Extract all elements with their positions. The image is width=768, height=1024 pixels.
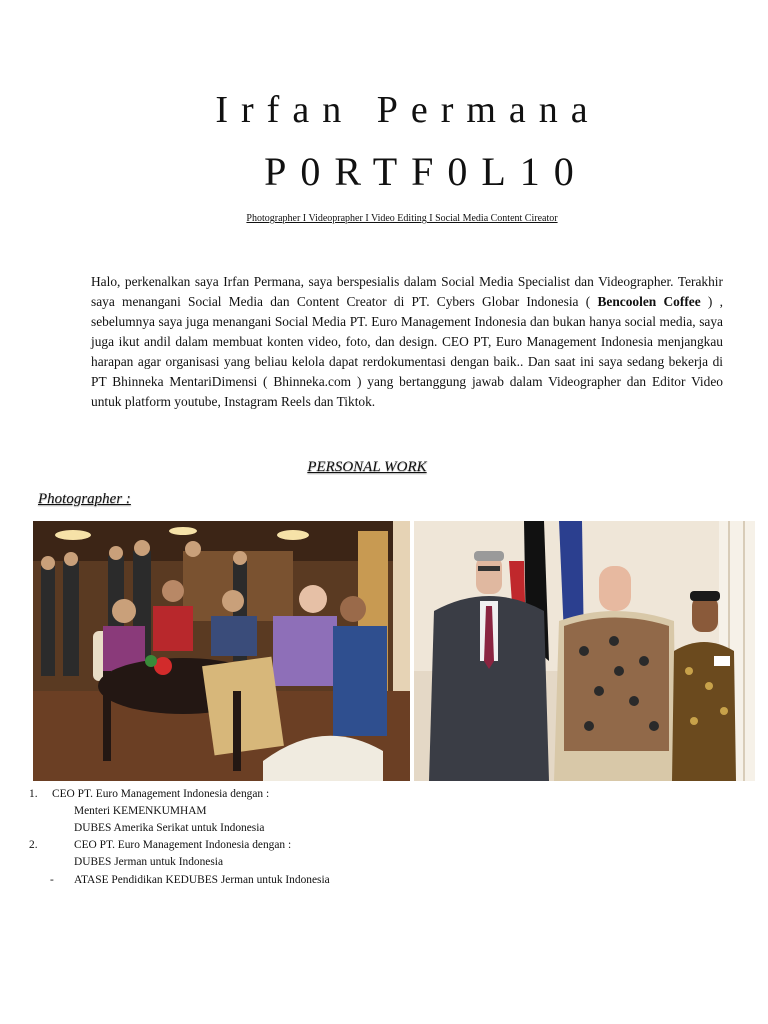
photo-meeting-ministry: [33, 521, 410, 781]
caption-1-sub2: DUBES Amerika Serikat untuk Indonesia: [74, 822, 265, 834]
intro-text-part1: Halo, perkenalkan saya Irfan Permana, saya berspesialis dalam Social Media Specialist dan Videographer. Terakhir saya menangani Social Media dan Content Creator di PT. Cybers Globar Indonesia (: [91, 274, 723, 309]
caption-2-number: 2.: [29, 839, 38, 851]
author-name: Irfan Permana: [215, 89, 601, 131]
caption-1-number: 1.: [29, 788, 38, 800]
caption-2-sub1: DUBES Jerman untuk Indonesia: [74, 856, 224, 868]
roles-line: Photographer I Videoprapher I Video Editing I Social Media Content Cireator: [246, 213, 558, 224]
intro-brand: Bencoolen Coffee: [597, 294, 701, 309]
personal-work-heading: PERSONAL WORK: [307, 459, 427, 475]
caption-2-text: CEO PT. Euro Management Indonesia dengan :: [74, 839, 292, 851]
intro-paragraph: [91, 272, 723, 412]
portfolio-title: P0RTF0L10: [264, 149, 588, 194]
caption-1-text: CEO PT. Euro Management Indonesia dengan :: [52, 788, 270, 800]
caption-1-sub1: Menteri KEMENKUMHAM: [74, 805, 207, 817]
caption-3-text: ATASE Pendidikan KEDUBES Jerman untuk Indonesia: [74, 874, 330, 886]
photo-german-embassy: [414, 521, 755, 781]
photographer-heading: Photographer :: [38, 491, 131, 507]
caption-3-bullet: -: [50, 874, 54, 886]
intro-text-part2: ) , sebelumnya saya juga menangani Social Media PT. Euro Management Indonesia dan bukan hanya social media, saya juga ikut andil dalam membuat konten video, foto, dan design. CEO PT, Euro Management Indonesia menjangkau harapan agar organisasi yang beliau kelola dapat rerdokumentasi dengan baik.. Dan saat ini saya sedang bekerja di PT Bhinneka MentariDimensi ( Bhinneka.com ) yang bertanggung jawab dalam Videographer dan Editor Video untuk platform youtube, Instagram Reels dan Tiktok.: [91, 294, 723, 409]
